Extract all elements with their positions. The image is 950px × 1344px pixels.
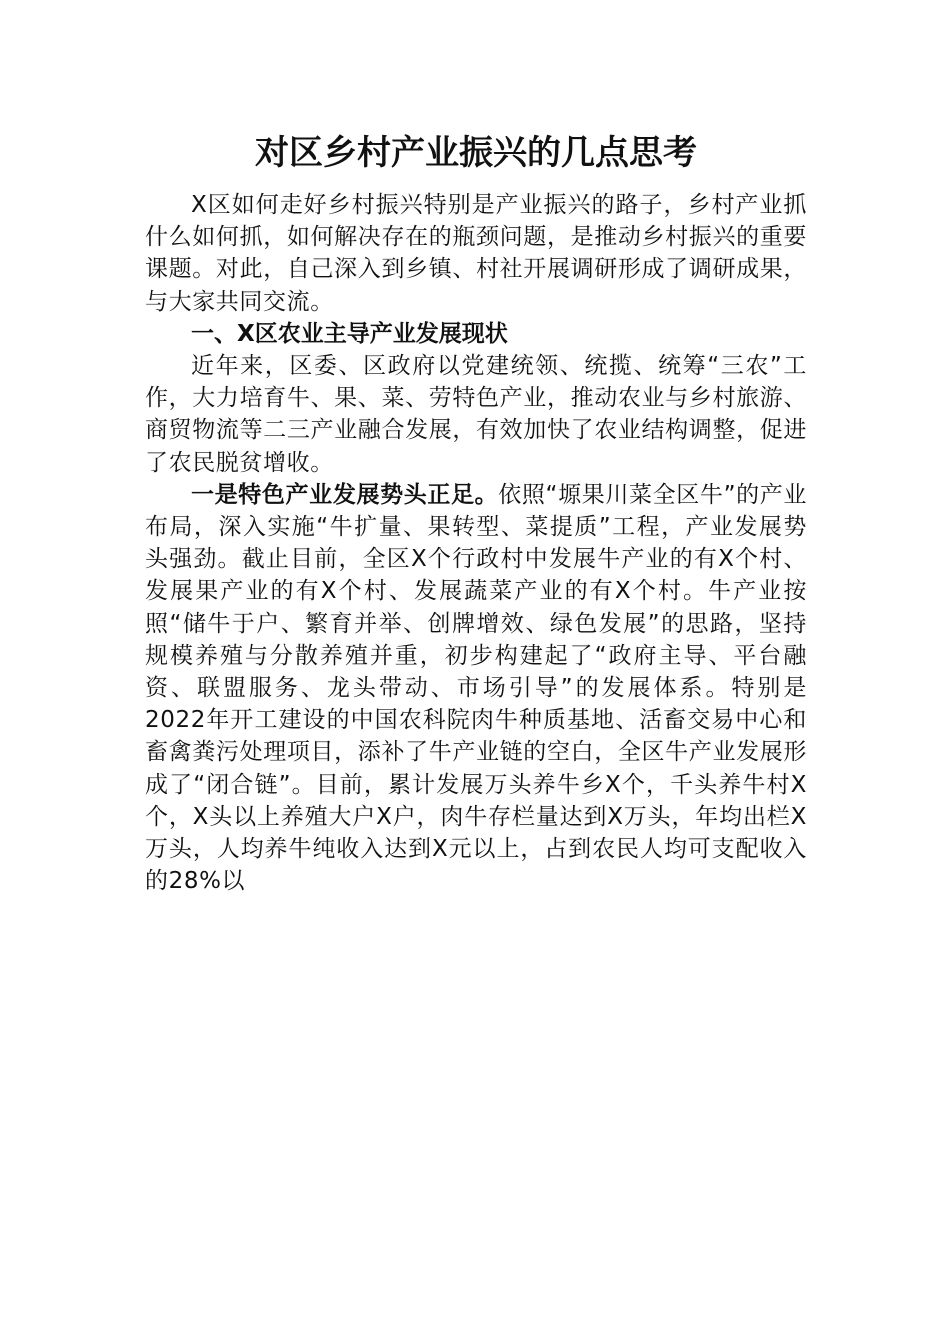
point-lead: 一是特色产业发展势头正足。 xyxy=(191,481,499,508)
section-paragraph: 近年来，区委、区政府以党建统领、统揽、统筹“三农”工作，大力培育牛、果、菜、劳特色产业，推动农业与乡村旅游、商贸物流等二三产业融合发展，有效加快了农业结构调整，促进了农民脱贫增收。 xyxy=(145,353,807,476)
point-paragraph xyxy=(145,479,807,898)
document-title: 对区乡村产业振兴的几点思考 xyxy=(255,133,697,173)
section-heading: 一、X区农业主导产业发展现状 xyxy=(191,320,508,347)
point-body: 依照“塬果川菜全区牛”的产业布局，深入实施“牛扩量、果转型、菜提质”工程，产业发展势头强劲。截止目前，全区X个行政村中发展牛产业的有X个村、发展果产业的有X个村、发展蔬菜产业的有X个村。牛产业按照“储牛于户、繁育并举、创牌增效、绿色发展”的思路，坚持规模养殖与分散养殖并重，初步构建起了“政府主导、平台融资、联盟服务、龙头带动、市场引导”的发展体系。特别是2022年开工建设的中国农科院肉牛种质基地、活畜交易中心和畜禽粪污处理项目，添补了牛产业链的空白，全区牛产业发展形成了“闭合链”。目前，累计发展万头养牛乡X个，千头养牛村X个，X头以上养殖大户X户，肉牛存栏量达到X万头，年均出栏X万头，人均养牛纯收入达到X元以上，占到农民人均可支配收入的28%以 xyxy=(145,481,807,895)
document-body xyxy=(145,125,807,897)
intro-paragraph: X区如何走好乡村振兴特别是产业振兴的路子，乡村产业抓什么如何抓，如何解决存在的瓶颈问题，是推动乡村振兴的重要课题。对此，自己深入到乡镇、村社开展调研形成了调研成果，与大家共同交流。 xyxy=(145,192,807,315)
